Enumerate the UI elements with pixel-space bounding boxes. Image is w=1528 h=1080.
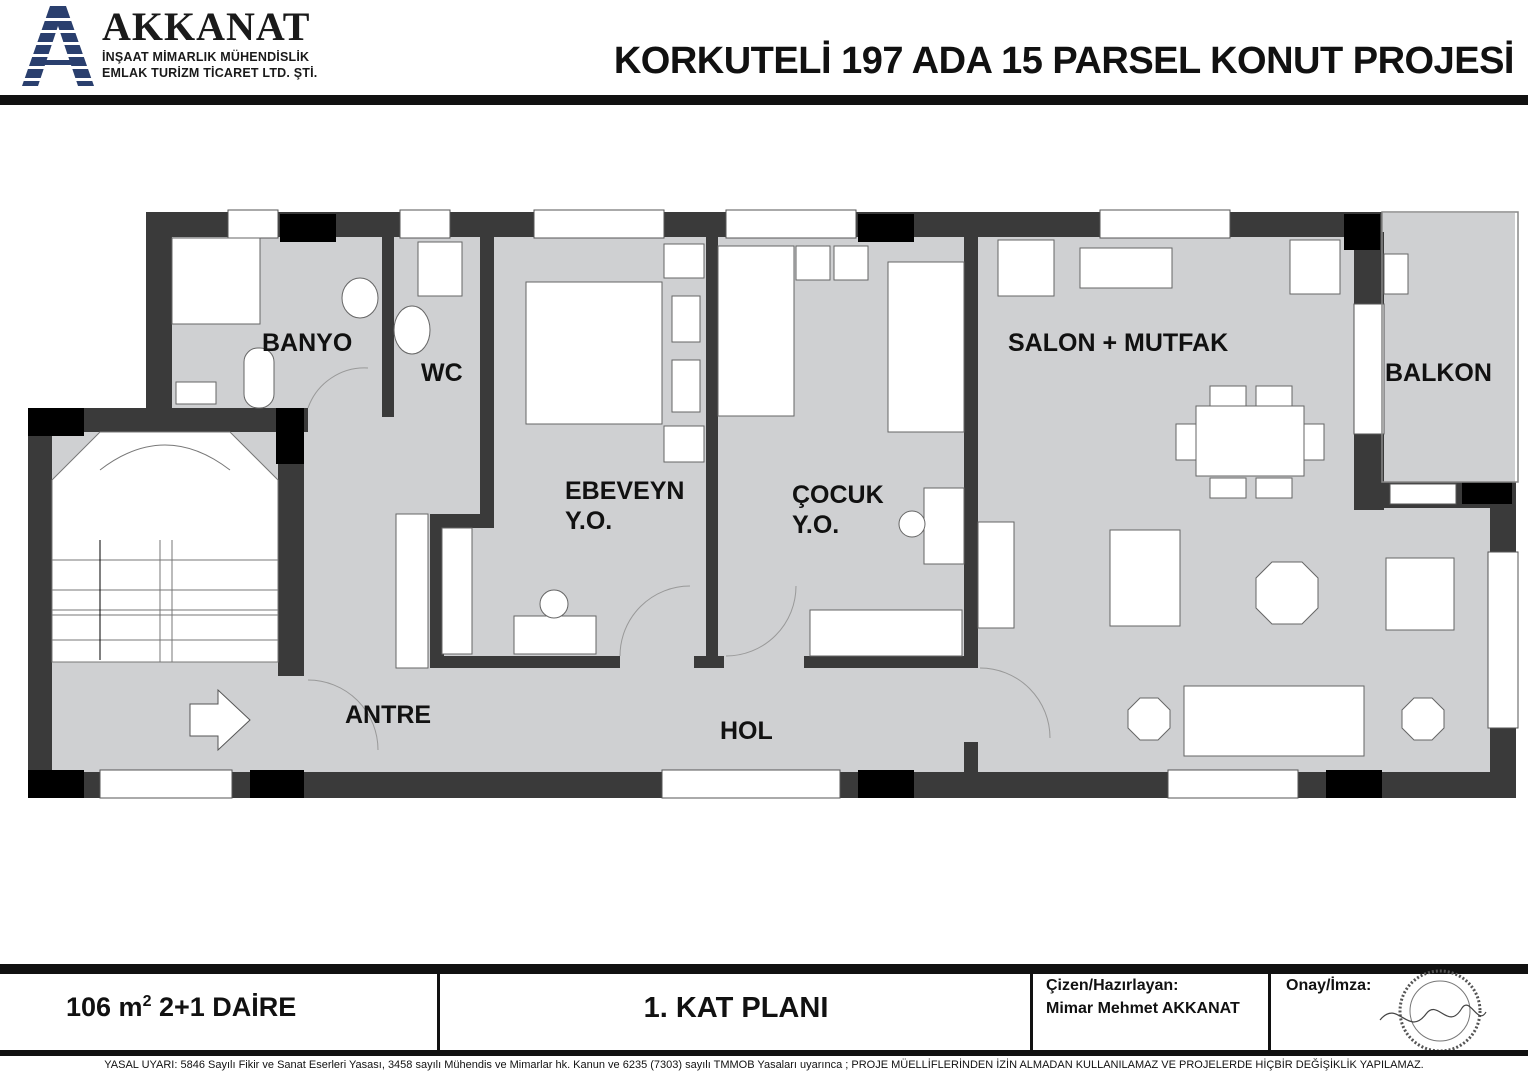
floor-plan-drawing <box>0 106 1528 962</box>
title-block-top-rule <box>0 964 1528 974</box>
header <box>0 0 1528 106</box>
company-subtitle-2: EMLAK TURİZM TİCARET LTD. ŞTİ. <box>102 66 318 80</box>
room-label-balkon: BALKON <box>1385 359 1492 387</box>
company-subtitle-1: İNŞAAT MİMARLIK MÜHENDİSLİK <box>102 50 310 64</box>
title-block-bottom-rule <box>0 1050 1528 1056</box>
drawn-by-label: Çizen/Hazırlayan: <box>1046 977 1179 994</box>
project-title: KORKUTELİ 197 ADA 15 PARSEL KONUT PROJESİ <box>613 40 1514 82</box>
staircase <box>52 432 278 662</box>
approval-label: Onay/İmza: <box>1286 977 1372 994</box>
room-label-banyo: BANYO <box>262 329 353 357</box>
floor-plan <box>0 106 1528 962</box>
title-block <box>0 964 1528 1080</box>
room-label-ebeveyn-line2: Y.O. <box>565 507 613 535</box>
architect-stamp-icon <box>1378 968 1488 1054</box>
room-label-cocuk-line1: ÇOCUK <box>792 481 884 509</box>
header-rule <box>0 95 1528 105</box>
room-label-wc: WC <box>421 359 463 387</box>
room-label-ebeveyn <box>565 476 684 536</box>
room-label-antre: ANTRE <box>345 701 432 729</box>
room-label-cocuk-line2: Y.O. <box>792 511 840 539</box>
room-label-cocuk <box>792 480 884 540</box>
company-name: AKKANAT <box>102 4 311 49</box>
room-label-salon: SALON + MUTFAK <box>1008 329 1229 357</box>
legal-disclaimer: YASAL UYARI: 5846 Sayılı Fikir ve Sanat Eserleri Yasası, 3458 sayılı Mühendis ve Mimarlar hk. Kanun ve 6235 (7303) sayılı TMMOB Yasaları uyarınca ; PROJE MÜELLİFLERİNDEN İZİN ALMADAN KULLANILAMAZ VE PROJELERDE HİÇBİR DEĞİŞİKLİK YAPILAMAZ. <box>104 1059 1424 1071</box>
drawn-by-name: Mimar Mehmet AKKANAT <box>1046 1000 1240 1017</box>
apartment-area <box>66 992 296 1023</box>
room-label-ebeveyn-line1: EBEVEYN <box>565 477 685 505</box>
area-type: 2+1 DAİRE <box>151 992 297 1022</box>
title-block-divider <box>1268 974 1271 1050</box>
area-number: 106 m <box>66 992 143 1022</box>
plan-name: 1. KAT PLANI <box>643 992 829 1024</box>
area-superscript: 2 <box>142 993 152 1010</box>
room-label-hol: HOL <box>720 717 773 745</box>
company-logo-icon <box>20 4 96 88</box>
